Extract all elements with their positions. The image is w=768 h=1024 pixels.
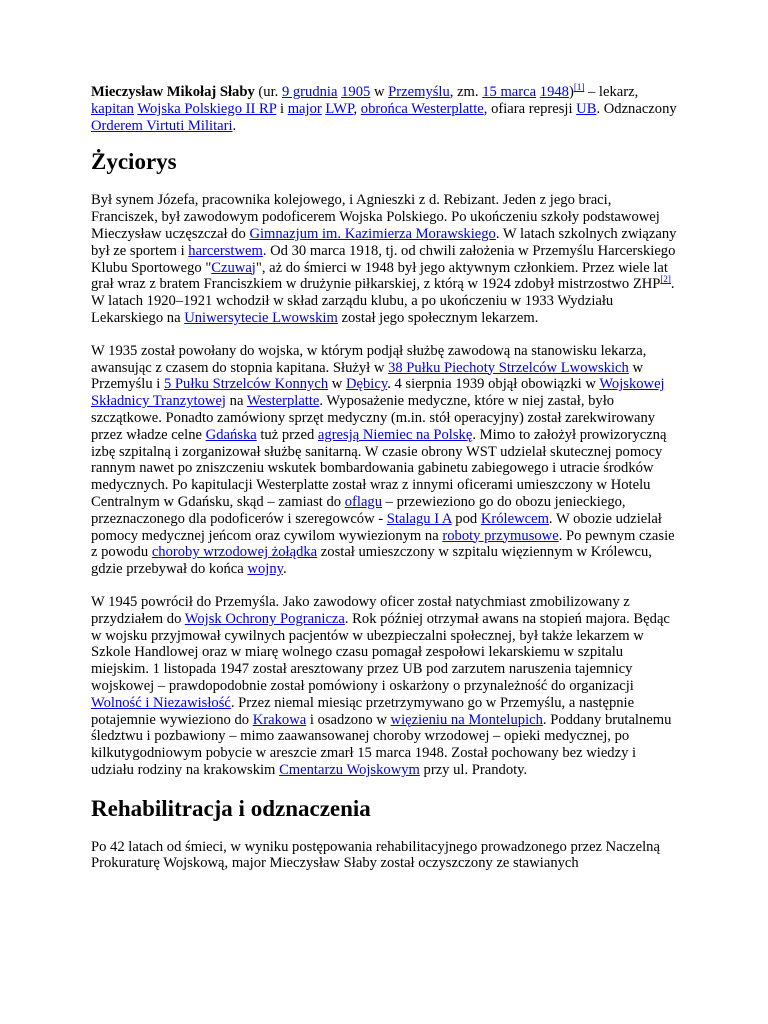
paragraph-text: na <box>226 393 247 410</box>
link-oflag[interactable]: oflagu <box>344 493 383 510</box>
link-1905[interactable]: 1905 <box>341 84 371 100</box>
link-krakow[interactable]: Krakowa <box>252 711 307 728</box>
paragraph-text: . Przez niemal miesiąc przetrzymywano go w Przemyślu, a następnie potajemnie wywieziono do <box>91 694 635 728</box>
paragraph-text: w <box>328 376 346 393</box>
paragraph-text: . W latach 1920–1921 wchodził w skład zarządu klubu, a po ukończeniu w 1933 Wydziału Lekarskiego na <box>91 276 675 326</box>
link-gimnazjum[interactable]: Gimnazjum im. Kazimierza Morawskiego <box>249 225 496 242</box>
paragraph-text: Był synem Józefa, pracownika kolejowego, i Agnieszki z d. Rebizant. Jeden z jego braci, Franciszek, był zawodowym podoficerem Wojska Polskiego. Po ukończeniu szkoły podstawowej Mieczysław uczęszczał do <box>91 192 660 242</box>
link-roboty-przymusowe[interactable]: roboty przymusowe <box>442 527 559 544</box>
link-wop[interactable]: Wojsk Ochrony Pogranicza <box>184 610 345 627</box>
link-uniwersytet-lwowski[interactable]: Uniwersytecie Lwowskim <box>184 309 338 326</box>
link-czuwaj[interactable]: Czuwaj <box>211 259 256 276</box>
link-major[interactable]: major <box>287 100 322 117</box>
link-5-pulk-strzelcow-konnych[interactable]: 5 Pułku Strzelców Konnych <box>163 376 329 393</box>
paragraph-text: pod <box>451 510 481 527</box>
reference-link-1[interactable]: [1] <box>573 82 585 92</box>
link-38-pulk-piechoty[interactable]: 38 Pułku Piechoty Strzelców Lwowskich <box>388 359 629 376</box>
intro-text: (ur. <box>254 84 282 100</box>
link-wojskowa-skladnica[interactable]: Wojskowej Składnicy Tranzytowej <box>91 376 665 410</box>
link-wojsko-polskie[interactable]: Wojska Polskiego II RP <box>137 100 277 117</box>
paragraph-text: został jego społecznym lekarzem. <box>337 309 539 326</box>
link-wojna[interactable]: wojny <box>247 561 283 578</box>
link-agresja-niemiec[interactable]: agresją Niemiec na Polskę <box>317 426 473 443</box>
paragraph-text: . Poddany brutalnemu śledztwu i pozbawiony – mimo zaawansowanej choroby wrzodowej – opieki medycznej, po kilkutygodniowym pobycie w areszcie zmarł 15 marca 1948. Został pochowany bez wiedzy i udziału rodziny na krakowskim <box>91 711 672 778</box>
paragraph-text: . W obozie udzielał pomocy medycznej jeńcom oraz cywilom wywiezionym na <box>91 510 662 544</box>
subject-name: Mieczysław Mikołaj Słaby <box>91 84 255 100</box>
link-choroba-wrzodowa[interactable]: choroby wrzodowej żołądka <box>151 544 318 561</box>
paragraph-text: w Przemyślu i <box>91 359 644 393</box>
paragraph-text: Po 42 latach od śmieci, w wyniku postępowania rehabilitacyjnego prowadzonego przez Naczelną Prokuraturę Wojskową, major Mieczysław Słaby został oczyszczony ze stawianych <box>91 838 660 872</box>
link-gdansk[interactable]: Gdańska <box>205 426 257 443</box>
paragraph-text: W 1935 został powołany do wojska, w którym podjął służbę zawodową na stanowisku lekarza, awansując z czasem do stopnia kapitana. Służył w <box>91 342 647 376</box>
article <box>91 84 679 888</box>
biography-paragraph-3 <box>91 594 679 779</box>
link-15-marca[interactable]: 15 marca <box>482 84 537 100</box>
link-win[interactable]: Wolność i Niezawisłość <box>91 694 231 711</box>
link-kapitan[interactable]: kapitan <box>91 100 134 117</box>
paragraph-text: i osadzono w <box>306 711 391 728</box>
paragraph-text: . 4 sierpnia 1939 objął obowiązki w <box>387 376 600 393</box>
paragraph-text: . Mimo to założył prowizoryczną izbę szpitalną i zorganizował służbę sanitarną. W czasie obrony WST udzielał skutecznej pomocy rannym nawet po zniszczeniu wskutek bombardowania gabinetu zabiegowego i utracie środków medycznych. Po kapitulacji Westerplatte został wraz z innymi oficerami umieszczony w Hotelu Centralnym w Gdańsku, skąd – zamiast do <box>91 426 667 510</box>
rehabilitation-paragraph-1 <box>91 839 679 873</box>
paragraph-text: tuż przed <box>256 426 318 443</box>
section-heading-zyciorys: Życiorys <box>91 149 177 175</box>
link-debica[interactable]: Dębicy <box>345 376 388 393</box>
paragraph-text: . Wyposażenie medyczne, które w niej zastał, było szczątkowe. Ponadto zamówiony sprzęt medyczny (m.in. stół operacyjny) został zarekwirowany przez władze celne <box>91 393 656 443</box>
intro-text: , zm. <box>449 84 483 100</box>
intro-text: ) <box>568 84 574 100</box>
link-lwp[interactable]: LWP <box>325 100 354 117</box>
intro-text: w <box>370 84 389 100</box>
link-cmentarz-wojskowy[interactable]: Cmentarzu Wojskowym <box>279 761 420 778</box>
paragraph-text: przy ul. Prandoty. <box>419 761 528 778</box>
reference-link-2[interactable]: [2] <box>660 274 671 285</box>
paragraph-text: . Po pewnym czasie z powodu <box>91 527 675 561</box>
link-ub[interactable]: UB <box>576 100 597 117</box>
link-obronca-westerplatte[interactable]: obrońca Westerplatte <box>360 100 484 117</box>
intro-text: i <box>276 100 288 117</box>
paragraph-text: W 1945 powrócił do Przemyśla. Jako zawodowy oficer został natychmiast zmobilizowany z przydziałem do <box>91 593 630 627</box>
link-wiezienie-montelupich[interactable]: więzieniu na Montelupich <box>390 711 543 728</box>
link-harcerstwo[interactable]: harcerstwem <box>188 242 263 259</box>
link-1948[interactable]: 1948 <box>539 84 569 100</box>
paragraph-text: – przewieziono go do obozu jenieckiego, przeznaczonego dla podoficerów i szeregowców - <box>91 493 626 527</box>
paragraph-text: . W latach szkolnych związany był ze sportem i <box>91 225 677 259</box>
link-westerplatte[interactable]: Westerplatte <box>246 393 320 410</box>
link-stalag[interactable]: Stalagu I A <box>386 510 452 527</box>
link-krolewiec[interactable]: Królewcem <box>480 510 549 527</box>
intro-text: . <box>232 117 237 134</box>
link-virtuti-militari[interactable]: Orderem Virtuti Militari <box>91 117 233 134</box>
intro-text: . Odznaczony <box>596 100 677 117</box>
paragraph-text: ", aż do śmierci w 1948 był jego aktywnym członkiem. Przez wiele lat grał wraz z bratem Franciszkiem w drużynie piłkarskiej, z którą w 1924 zdobył mistrzostwo ZHP <box>91 259 668 293</box>
paragraph-text: . Rok później otrzymał awans na stopień majora. Będąc w wojsku przyjmował cywilnych pacjentów w ubezpieczalni społecznej, był także lekarzem w Szkole Handlowej oraz w miarę wolnego czasu pomagał zespołowi lekarskiemu w szpitalu miejskim. 1 listopada 1947 został aresztowany przez UB pod zarzutem naruszenia tajemnicy wojskowej – prawdopodobnie został pomówiony i oskarżony o przynależność do organizacji <box>91 610 670 694</box>
link-9-grudnia[interactable]: 9 grudnia <box>281 84 338 100</box>
intro-text: , ofiara represji <box>483 100 577 117</box>
paragraph-text: . <box>282 561 287 578</box>
link-przemysl[interactable]: Przemyślu <box>388 84 450 100</box>
biography-paragraph-2 <box>91 343 679 578</box>
intro-text: – lekarz, <box>584 84 639 100</box>
intro-paragraph <box>91 84 679 134</box>
biography-paragraph-1 <box>91 192 679 326</box>
section-heading-rehabilitacja: Rehabilitracja i odznaczenia <box>91 795 371 821</box>
paragraph-text: . Od 30 marca 1918, tj. od chwili założenia w Przemyślu Harcerskiego Klubu Sportowego " <box>91 242 676 276</box>
intro-text: , <box>353 100 361 117</box>
paragraph-text: został umieszczony w szpitalu więziennym w Królewcu, gdzie przebywał do końca <box>91 544 652 578</box>
